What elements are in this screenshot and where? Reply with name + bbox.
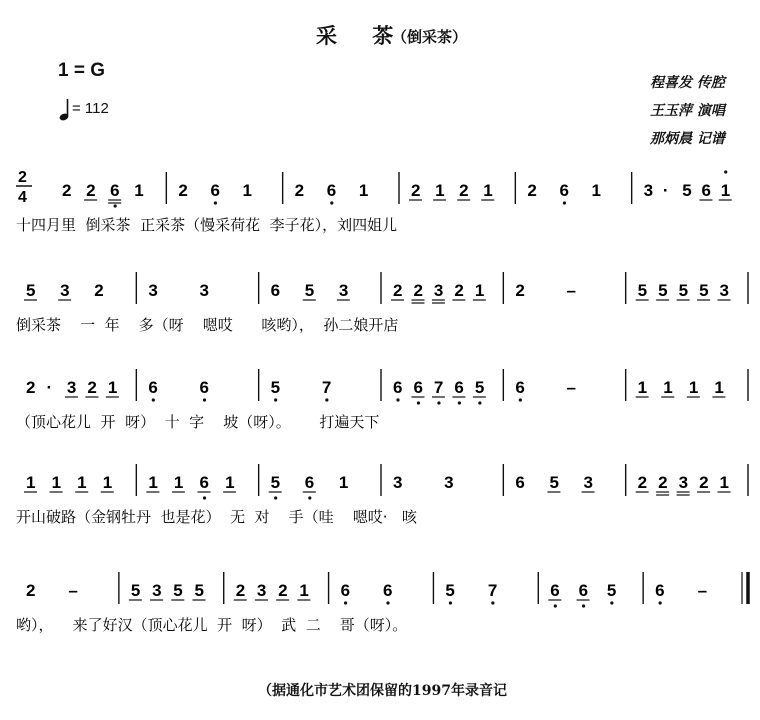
low-dot	[214, 201, 217, 204]
note: 1	[299, 581, 309, 600]
note: 2	[413, 281, 423, 300]
note: 2	[699, 473, 709, 492]
note: 2	[62, 181, 72, 200]
credit-arranger: 程喜发 传腔	[650, 75, 725, 91]
note: 5	[658, 281, 668, 300]
note: 6	[550, 581, 560, 600]
low-dot	[417, 401, 420, 404]
page-title: 采 茶	[316, 23, 408, 48]
note: 2	[515, 281, 525, 300]
note: 7	[433, 378, 444, 397]
note: 1	[688, 378, 699, 397]
note: 1	[102, 473, 113, 492]
note: 3	[719, 281, 730, 300]
lyric-line: （顶心花儿 开 呀） 十 字 坡（呀）。 打遍天下	[16, 413, 380, 431]
note: 1	[51, 473, 62, 492]
note: 2	[459, 181, 469, 200]
note: 2	[454, 281, 464, 300]
note: 5	[606, 581, 617, 600]
note: 2	[26, 581, 36, 600]
key-signature: 1 = G	[58, 60, 105, 81]
note: 5	[26, 281, 36, 300]
lyric-line: 开山破路（金钢牡丹 也是花） 无 对 手（哇 嗯哎· 咳	[16, 508, 417, 526]
note: 6	[701, 181, 711, 200]
note: 5	[637, 281, 648, 300]
note: 3	[433, 281, 444, 300]
note: 3	[643, 181, 654, 200]
note: 5	[173, 581, 183, 600]
note: 6	[515, 473, 525, 492]
note: 6	[413, 378, 423, 397]
time-signature-bottom: 4	[18, 189, 27, 206]
low-dot	[274, 398, 277, 401]
credit-transcriber: 那炳晨 记谱	[650, 131, 725, 147]
note: 2	[278, 581, 288, 600]
note: 1	[663, 378, 673, 397]
note: 5	[678, 281, 689, 300]
note: 2	[658, 473, 668, 492]
note: 2	[527, 181, 537, 200]
note: 1	[719, 473, 730, 492]
note: 6	[559, 181, 569, 200]
note: 3	[66, 378, 77, 397]
note: 1	[637, 378, 648, 397]
note: ·	[46, 378, 53, 397]
low-dot	[386, 601, 389, 604]
note: 2	[26, 378, 36, 397]
note: 3	[152, 581, 162, 600]
note: 2	[294, 181, 305, 200]
low-dot	[449, 601, 452, 604]
low-dot	[659, 601, 662, 604]
note: 6	[326, 181, 337, 200]
note: 6	[383, 581, 393, 600]
note: 6	[199, 473, 209, 492]
note: 3	[444, 473, 454, 492]
note: 3	[256, 581, 267, 600]
low-dot	[478, 401, 481, 404]
lyric-line: 十四月里 倒采茶 正采茶（慢采荷花 李子花），刘四姐儿	[16, 216, 398, 234]
note: 5	[304, 281, 315, 300]
note: 5	[682, 181, 692, 200]
note: 3	[60, 281, 70, 300]
note: 6	[655, 581, 665, 600]
note: 5	[549, 473, 559, 492]
low-dot	[344, 601, 347, 604]
low-dot	[330, 201, 333, 204]
note: 5	[474, 378, 485, 397]
note: 1	[435, 181, 445, 200]
note: 6	[148, 378, 158, 397]
note: 3	[338, 281, 349, 300]
note: –	[68, 581, 78, 600]
time-signature-top: 2	[18, 169, 27, 186]
note: 3	[199, 281, 209, 300]
low-dot	[458, 401, 461, 404]
note: 6	[270, 281, 281, 300]
note: 1	[77, 473, 87, 492]
note: 5	[270, 378, 281, 397]
note: 1	[107, 378, 118, 397]
note: 2	[94, 281, 104, 300]
page-subtitle: （倒采茶）	[392, 28, 468, 46]
note: 6	[578, 581, 589, 600]
low-dot	[274, 496, 277, 499]
low-dot	[396, 398, 399, 401]
note: 1	[134, 181, 144, 200]
high-dot	[724, 170, 727, 173]
note: 1	[242, 181, 253, 200]
note: 5	[194, 581, 204, 600]
note: ·	[662, 181, 669, 200]
note: 2	[411, 181, 421, 200]
note: 6	[340, 581, 351, 600]
note: 5	[699, 281, 709, 300]
note: 6	[210, 181, 220, 200]
low-dot	[519, 398, 522, 401]
note: 7	[321, 378, 332, 397]
low-dot	[203, 398, 206, 401]
low-dot	[554, 604, 557, 607]
note: 1	[358, 181, 369, 200]
low-dot	[437, 401, 440, 404]
note: 3	[393, 473, 403, 492]
low-dot	[308, 496, 311, 499]
note: 6	[199, 378, 209, 397]
note: 5	[270, 473, 281, 492]
note: 6	[393, 378, 403, 397]
note: –	[697, 581, 708, 600]
tempo-marking: = 112	[72, 100, 109, 117]
note: 7	[487, 581, 498, 600]
note: 3	[583, 473, 594, 492]
note: 3	[678, 473, 689, 492]
note: 2	[235, 581, 246, 600]
lyric-line: 倒采茶 一 年 多（呀 嗯哎 咳哟）， 孙二娘开店	[16, 316, 399, 334]
note: 1	[225, 473, 235, 492]
low-dot	[325, 398, 328, 401]
footnote: （据通化市艺术团保留的1997年录音记	[258, 683, 507, 699]
note: 3	[148, 281, 158, 300]
note: 1	[720, 181, 731, 200]
note: 5	[130, 581, 141, 600]
note: 6	[304, 473, 315, 492]
low-dot	[203, 496, 206, 499]
note: 1	[26, 473, 36, 492]
note: 1	[474, 281, 485, 300]
note: 1	[591, 181, 602, 200]
note: 1	[338, 473, 349, 492]
note: –	[566, 378, 576, 397]
note: 2	[178, 181, 188, 200]
note: 2	[86, 181, 96, 200]
low-dot	[582, 604, 585, 607]
credit-performer: 王玉萍 演唱	[650, 103, 725, 119]
low-dot	[152, 398, 155, 401]
note: 1	[173, 473, 184, 492]
note: 2	[87, 378, 97, 397]
note: 1	[483, 181, 493, 200]
note: 5	[445, 581, 455, 600]
note: 1	[714, 378, 724, 397]
note: 6	[515, 378, 525, 397]
note: 2	[637, 473, 648, 492]
low-dot	[563, 201, 566, 204]
low-dot	[491, 601, 494, 604]
note: 1	[148, 473, 158, 492]
note: –	[566, 281, 576, 300]
low-dot	[114, 204, 117, 207]
note: 6	[110, 181, 120, 200]
low-dot	[610, 601, 613, 604]
note: 6	[454, 378, 464, 397]
lyric-line: 哟）， 来了好汉（顶心花儿 开 呀） 武 二 哥（呀）。	[16, 616, 408, 634]
note: 2	[393, 281, 403, 300]
